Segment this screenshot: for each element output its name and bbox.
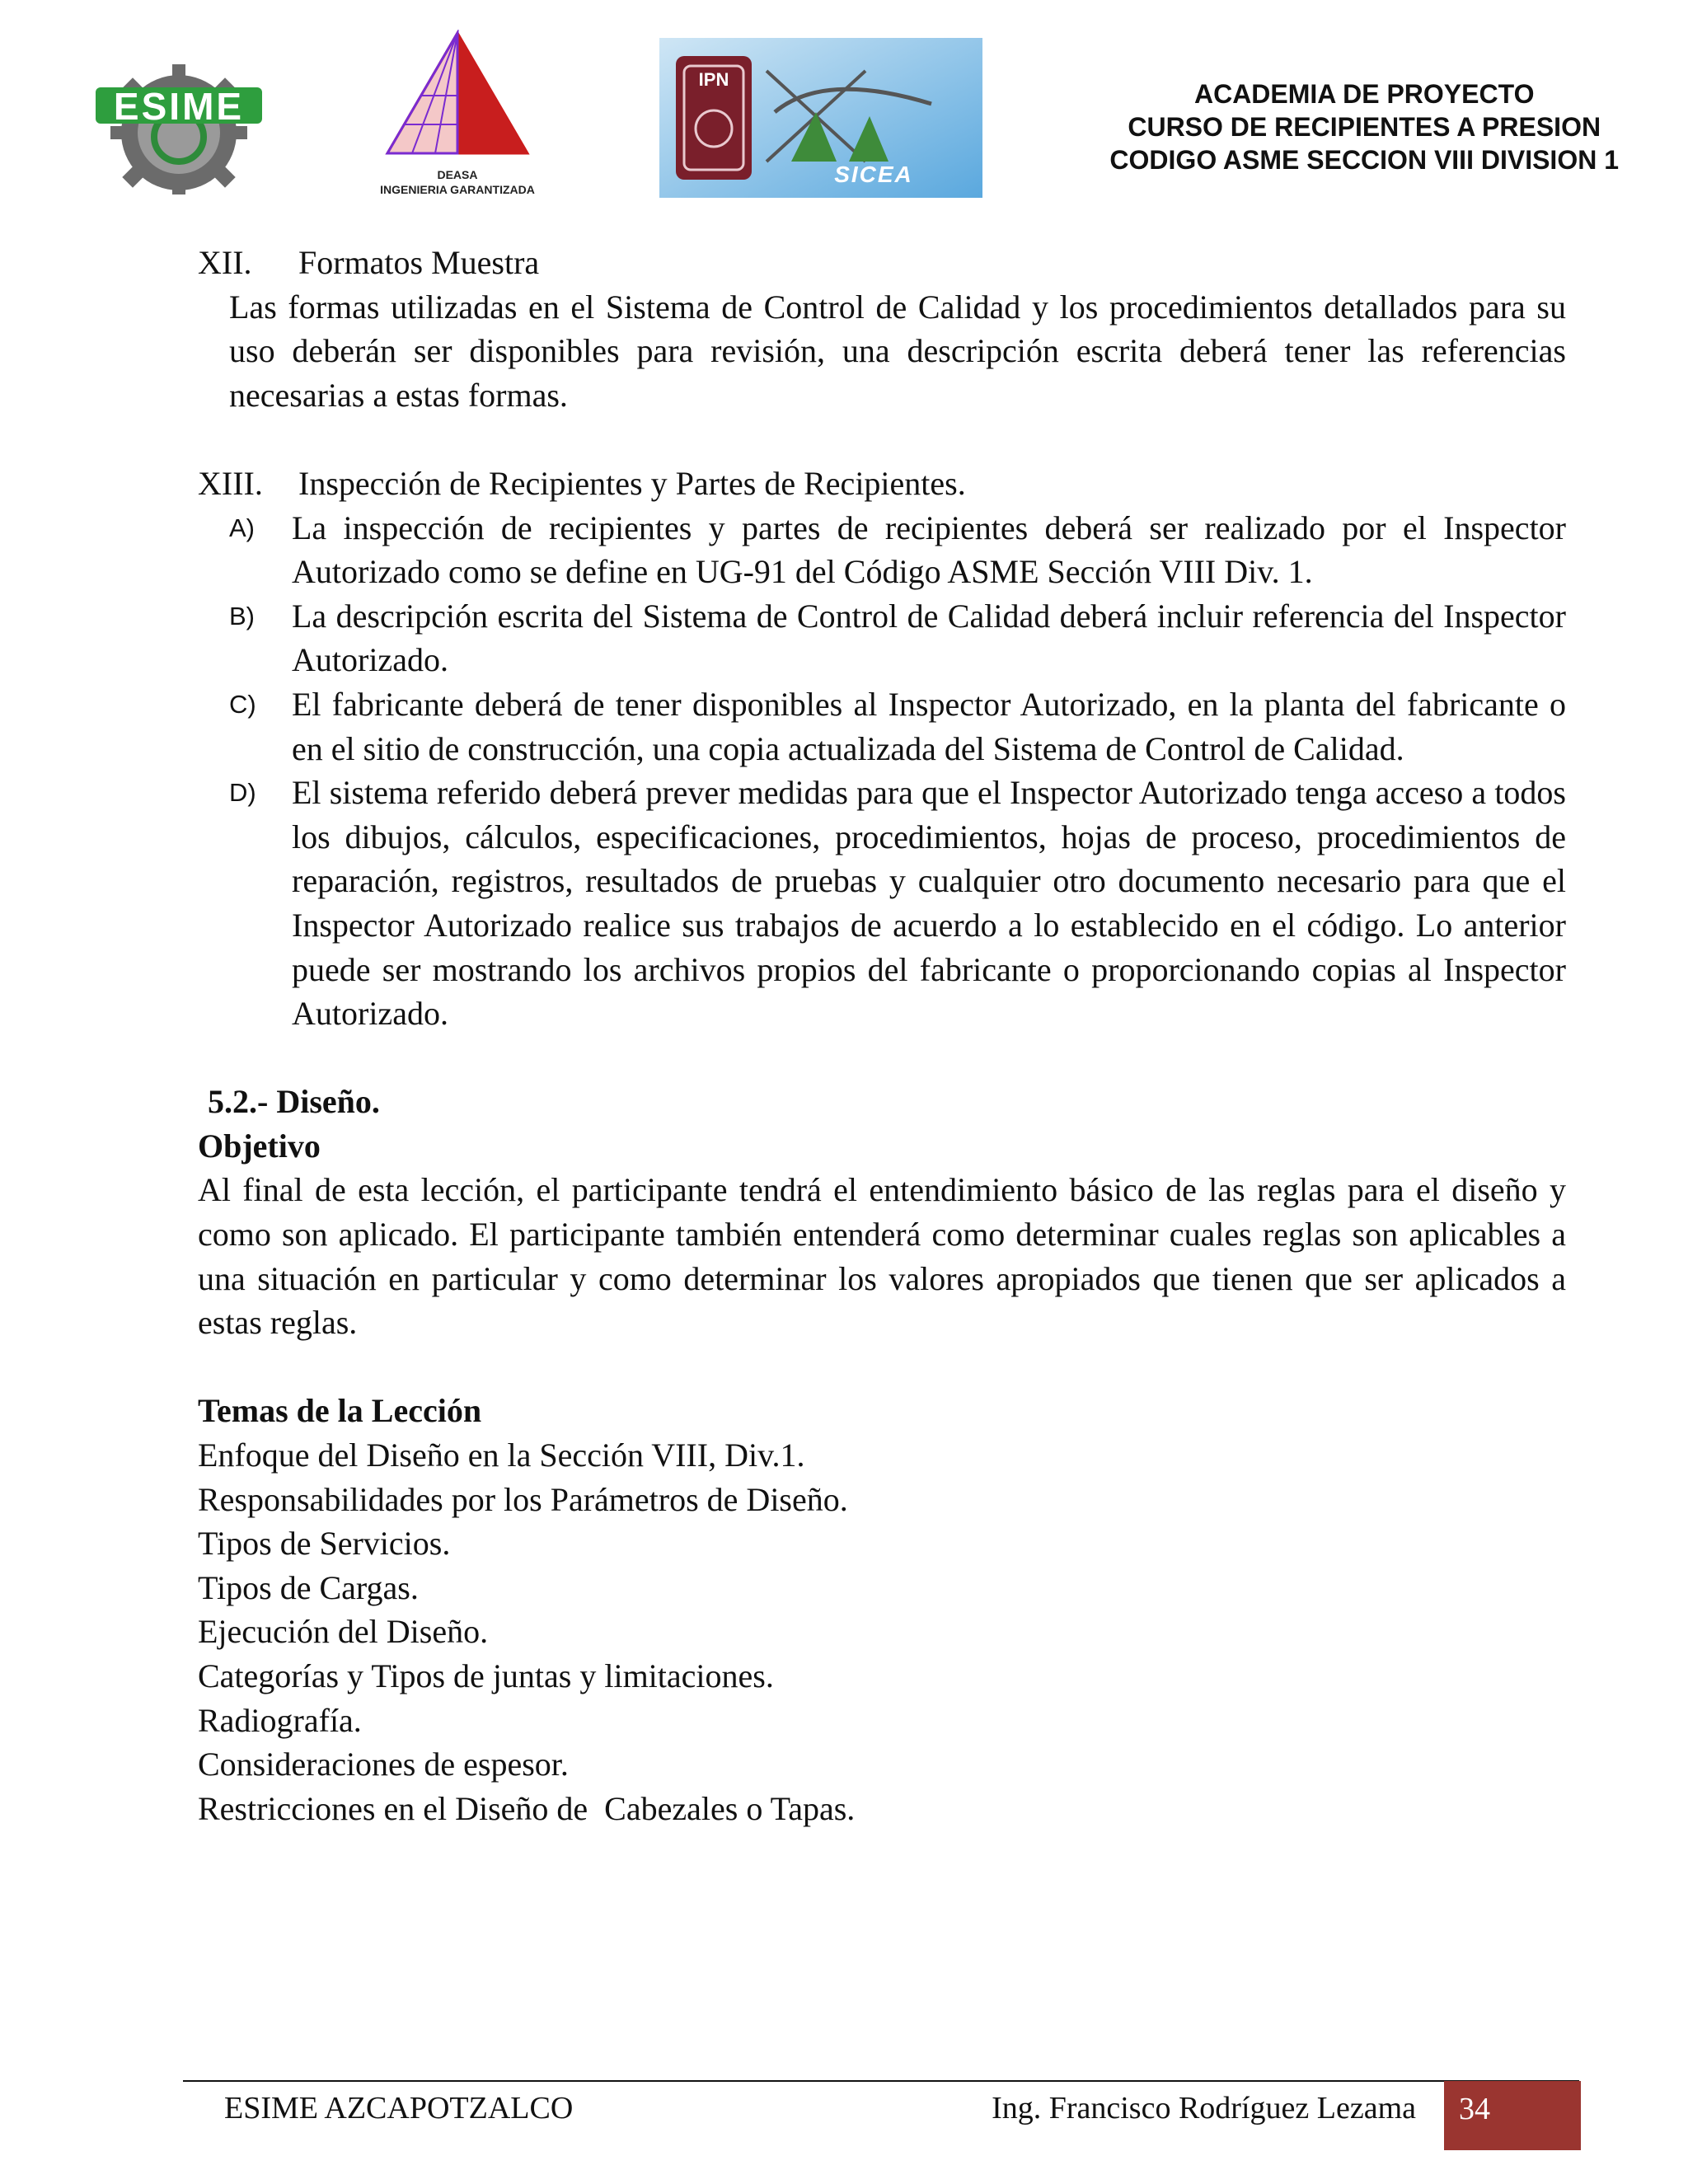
list-item — [198, 594, 1566, 682]
section-xii-number: XII. — [198, 244, 252, 281]
header-line-academy: ACADEMIA DE PROYECTO — [1193, 79, 1535, 109]
esime-logo — [92, 54, 265, 194]
topic-item: Responsabilidades por los Parámetros de Diseño. — [198, 1480, 848, 1518]
sicea-logo-text: SICEA — [834, 162, 913, 187]
topic-item: Restricciones en el Diseño de Cabezales o Tapas. — [198, 1789, 856, 1827]
design-section-heading: 5.2.- Diseño. — [208, 1083, 380, 1121]
list-item-letter: B) — [229, 601, 255, 630]
topic-item: Ejecución del Diseño. — [198, 1613, 489, 1651]
topic-item: Tipos de Servicios. — [198, 1525, 451, 1563]
list-item-text: La inspección de recipientes y partes de recipientes deberá ser realizado por el Inspector Autorizado como se define en UG-91 del Código ASME Sección VIII Div. 1. — [292, 509, 1566, 591]
document-body — [198, 241, 1566, 1830]
section-xiii-number: XIII. — [198, 464, 263, 502]
topic-item: Tipos de Cargas. — [198, 1568, 419, 1606]
list-item-text: El fabricante deberá de tener disponibles al Inspector Autorizado, en la planta del fabricante o en el sitio de construcción, una copia actualizada del Sistema de Control de Calidad. — [292, 685, 1566, 767]
esime-logo-text: ESIME — [113, 85, 245, 128]
topic-item: Categorías y Tipos de juntas y limitaciones. — [198, 1657, 774, 1694]
list-item-text: La descripción escrita del Sistema de Control de Calidad deberá incluir referencia del Inspector Autorizado. — [292, 597, 1566, 679]
list-item-letter: C) — [229, 689, 256, 719]
topic-item: Enfoque del Diseño en la Sección VIII, Div.1. — [198, 1436, 805, 1474]
footer-divider — [183, 2080, 1579, 2082]
section-xiii-heading — [198, 462, 1566, 506]
deasa-logo-tagline: INGENIERIA GARANTIZADA — [380, 183, 535, 196]
section-xii-heading — [198, 241, 1566, 285]
list-item — [198, 771, 1566, 1036]
list-item-text: El sistema referido deberá prever medidas para que el Inspector Autorizado tenga acceso a todos los dibujos, cálculos, especificaciones, procedimientos, hojas de proceso, procedimientos de reparación, registros, resultados de pruebas y cualquier otro documento necesario para que el Inspector Autorizado realice sus trabajos de acuerdo a lo establecido en el código. Lo anterior puede ser mostrando los archivos propios del fabricante o proporcionando copias al Inspector Autorizado. — [292, 774, 1566, 1033]
course-header — [1109, 77, 1619, 176]
objective-paragraph: Al final de esta lección, el participante tendrá el entendimiento básico de las reglas para el diseño y como son aplicado. El participante también entenderá como determinar cuales reglas son aplicables a una situación en particular y como determinar los valores apropiados que tienen que ser aplicados a estas reglas. — [198, 1171, 1566, 1342]
header-line-code: CODIGO ASME SECCION VIII DIVISION 1 — [1109, 145, 1619, 175]
ipn-sicea-logo — [659, 38, 982, 198]
section-xii-paragraph: Las formas utilizadas en el Sistema de Control de Calidad y los procedimientos detallados para su uso deberán ser disponibles para revisión, una descripción escrita deberá tener las referencias necesarias a estas formas. — [229, 288, 1566, 414]
section-xiii-title: Inspección de Recipientes y Partes de Recipientes. — [298, 464, 966, 502]
list-item — [198, 682, 1566, 771]
topic-item: Radiografía. — [198, 1701, 362, 1739]
page-number: 34 — [1444, 2081, 1581, 2150]
footer-school: ESIME AZCAPOTZALCO — [224, 2091, 574, 2125]
deasa-logo — [363, 30, 552, 203]
footer-author: Ing. Francisco Rodríguez Lezama — [992, 2091, 1416, 2125]
list-item-letter: A) — [229, 513, 255, 542]
list-item — [198, 506, 1566, 594]
topic-item: Consideraciones de espesor. — [198, 1746, 569, 1783]
topics-label: Temas de la Lección — [198, 1392, 482, 1430]
objective-label: Objetivo — [198, 1127, 321, 1165]
list-item-letter: D) — [229, 778, 256, 808]
deasa-logo-name: DEASA — [437, 168, 478, 181]
section-xii-title: Formatos Muestra — [298, 244, 540, 281]
ipn-logo-text: IPN — [698, 69, 729, 90]
header-line-course: CURSO DE RECIPIENTES A PRESION — [1128, 112, 1601, 142]
